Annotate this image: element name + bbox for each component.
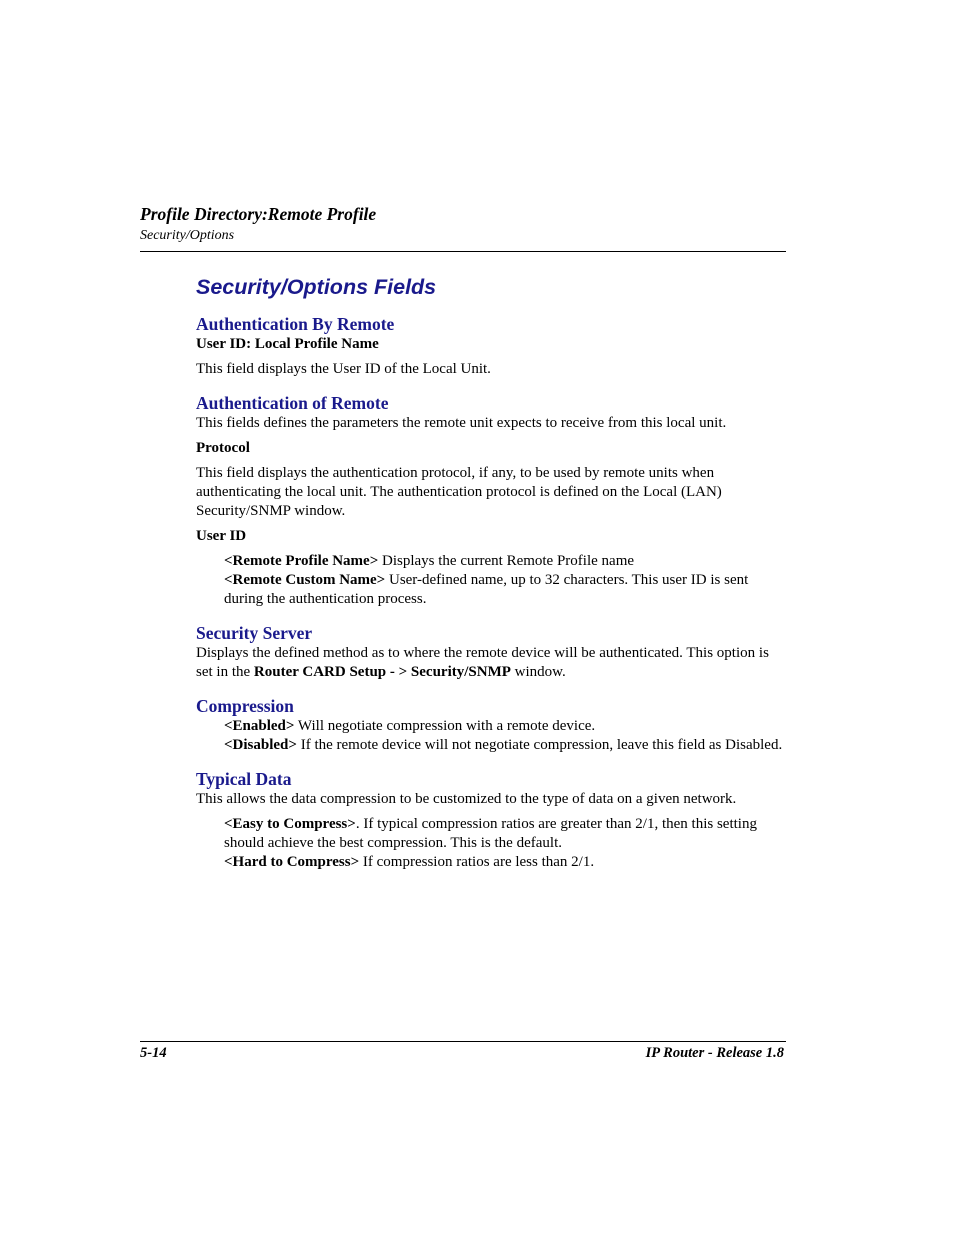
heading-security-server: Security Server: [196, 623, 313, 643]
option-hard-to-compress: [196, 853, 788, 872]
section-title: Security/Options Fields: [196, 275, 437, 299]
option-term: <Easy to Compress>: [224, 816, 356, 832]
option-term: <Remote Custom Name>: [224, 572, 386, 588]
paragraph-protocol: This field displays the authentication protocol, if any, to be used by remote units when authenticating the local unit. The authentication protocol is defined on the Local (LAN) Security/SNMP window.: [196, 465, 722, 519]
label-protocol: Protocol: [196, 440, 250, 456]
text-segment: Displays the defined method as to where the remote device will be authenticated. This option is set in the: [196, 645, 769, 680]
option-remote-profile-name: [196, 552, 788, 571]
option-description: Displays the current Remote Profile name: [378, 553, 635, 569]
option-description: If compression ratios are less than 2/1.: [359, 854, 595, 870]
heading-typical-data: Typical Data: [196, 769, 292, 789]
text-segment: window.: [510, 664, 566, 680]
header-rule: [140, 251, 786, 252]
subheading-user-id-local: User ID: Local Profile Name: [196, 336, 379, 352]
option-description: If the remote device will not negotiate compression, leave this field as Disabled.: [296, 737, 783, 753]
label-user-id: User ID: [196, 528, 247, 544]
option-description: User-defined name, up to 32 characters. This user ID is sent during the authentication process.: [224, 572, 749, 607]
heading-authentication-of-remote: Authentication of Remote: [196, 393, 389, 413]
paragraph-security-server: [196, 644, 788, 682]
footer-doc-title: IP Router - Release 1.8: [645, 1045, 784, 1061]
footer-rule: [140, 1041, 786, 1042]
running-header-subtitle: Security/Options: [140, 228, 235, 243]
option-easy-to-compress: [196, 815, 788, 853]
option-term: <Disabled>: [224, 737, 297, 753]
page-content: [196, 270, 788, 872]
paragraph-user-id-local: This field displays the User ID of the Local Unit.: [196, 361, 491, 377]
option-term: <Enabled>: [224, 718, 295, 734]
running-header-title: Profile Directory:Remote Profile: [140, 204, 377, 224]
option-description: Will negotiate compression with a remote device.: [294, 718, 596, 734]
heading-authentication-by-remote: Authentication By Remote: [196, 314, 395, 334]
option-term: <Remote Profile Name>: [224, 553, 379, 569]
option-remote-custom-name: [196, 571, 788, 609]
menu-path: Router CARD Setup - > Security/SNMP: [253, 664, 511, 680]
page-number: 5-14: [140, 1045, 167, 1061]
option-disabled: [196, 736, 788, 755]
paragraph-typical-data: This allows the data compression to be customized to the type of data on a given network.: [196, 791, 737, 807]
option-description: . If typical compression ratios are greater than 2/1, then this setting should achieve the best compression. This is the default.: [224, 816, 757, 851]
paragraph-auth-of-remote: This fields defines the parameters the remote unit expects to receive from this local unit.: [196, 415, 727, 431]
option-enabled: [196, 717, 788, 736]
heading-compression: Compression: [196, 696, 294, 716]
option-term: <Hard to Compress>: [224, 854, 360, 870]
